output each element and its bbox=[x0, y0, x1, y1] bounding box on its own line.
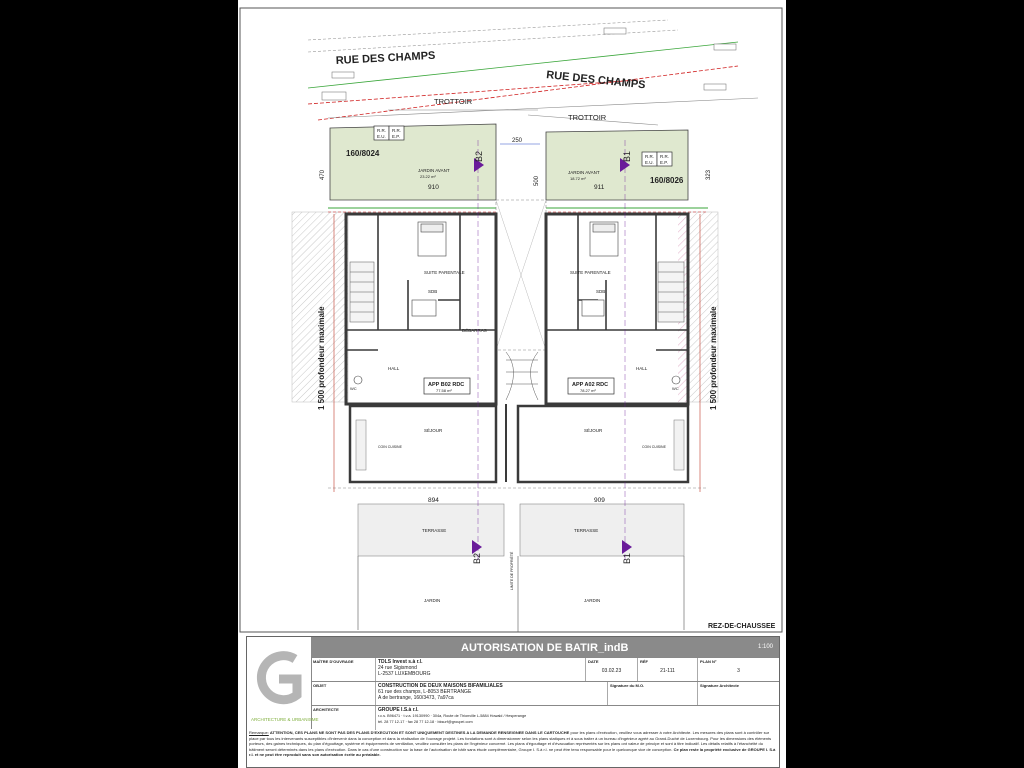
rear-garden-right: JARDIN bbox=[584, 598, 601, 603]
kitchen-right bbox=[674, 420, 684, 470]
front-garden-left-area: 23.22 m² bbox=[420, 174, 436, 179]
room-debarras: DÉBARRAS bbox=[462, 328, 487, 333]
wc-right bbox=[672, 376, 680, 384]
living-room-left bbox=[350, 406, 496, 482]
maitre-addr1: 24 rue Sigismond bbox=[378, 665, 417, 671]
bath-fixture-left bbox=[412, 300, 436, 316]
room-suite-right: SUITE PARENTALE bbox=[570, 270, 611, 275]
objet-label-cell bbox=[311, 682, 375, 706]
logo-caption: ARCHITECTURE & URBANISME bbox=[251, 717, 319, 722]
architecte-line-2: r.c.s. B96471 · t.v.a. 19130990 · 304a, Route de Thionville L-5884 Howald / Hesperange bbox=[378, 714, 527, 718]
rr-label-2b: E.P. bbox=[392, 134, 400, 139]
row-maitre bbox=[311, 657, 779, 682]
sidewalk-right: TROTTOIR bbox=[568, 113, 607, 122]
street-name-right: RUE DES CHAMPS bbox=[545, 69, 647, 92]
depth-label-left: 1 500 profondeur maximale bbox=[317, 306, 326, 410]
room-suite-left: SUITE PARENTALE bbox=[424, 270, 465, 275]
section-label-b2-top: B2 bbox=[474, 150, 484, 162]
front-garden-left bbox=[330, 124, 496, 200]
central-stairs bbox=[506, 352, 538, 400]
street-lines bbox=[308, 20, 758, 125]
street-name-left: RUE DES CHAMPS bbox=[335, 49, 436, 67]
dim-894: 894 bbox=[428, 497, 439, 504]
terrace-right-label: TERRASSE bbox=[574, 528, 599, 533]
remarks-4: Ce plan reste la propriété exclusive de GROUPE I. S.à r.l. et ne peut être reproduit sans son autorisation écrite au préalable. bbox=[249, 746, 776, 757]
remarks-1: pour les plans d'exécution, veuillez vous adresser à votre Architecte. bbox=[570, 730, 692, 735]
rear-garden-left: JARDIN bbox=[424, 598, 441, 603]
title-banner bbox=[311, 637, 779, 657]
objet-line-3: A de bertrange, 160/3473, 7a97ca bbox=[378, 695, 454, 701]
room-hall-left: HALL bbox=[388, 366, 400, 371]
objet-label: OBJET bbox=[313, 683, 327, 688]
bed-left bbox=[418, 222, 446, 256]
rr-label-4b: E.P. bbox=[660, 160, 668, 165]
parcel-left: 160/8024 bbox=[346, 149, 380, 158]
remarks-2: Les mesures des plans sont à contrôler sur place par tous les intervenants susceptibles d'intervenir dans la conception et dans la réalisation de l'ouvrage projeté. Les fondations sont à dimensionner selon les plans statiques et à sous traiter à un bureau d'ingénieur agréé au Grand-Duché de Luxembourg. bbox=[249, 730, 770, 741]
plan-no-cell bbox=[697, 658, 779, 682]
maitre-label: MAÎTRE D'OUVRAGE bbox=[313, 659, 354, 664]
room-sejour-right: SÉJOUR bbox=[584, 428, 603, 433]
dim-250: 250 bbox=[512, 138, 523, 144]
architecte-line-3: tél. 28 77 12-17 · fax 28 77 12-18 · bksurf@groupei.com bbox=[378, 720, 473, 724]
date-cell bbox=[585, 658, 637, 682]
rr-label-1: R.R. bbox=[377, 128, 386, 133]
terrace-left-label: TERRASSE bbox=[422, 528, 447, 533]
ref-value: 21-111 bbox=[660, 668, 675, 674]
rr-label-4: R.R. bbox=[660, 154, 669, 159]
bed-right bbox=[590, 222, 618, 256]
dim-911: 911 bbox=[594, 184, 605, 191]
plan-no-value: 3 bbox=[737, 668, 740, 674]
dim-909: 909 bbox=[594, 497, 605, 504]
row-objet bbox=[311, 681, 779, 706]
dim-500: 500 bbox=[534, 175, 540, 186]
section-label-b2-bottom: B2 bbox=[472, 552, 482, 564]
drawing-sheet bbox=[238, 0, 786, 768]
apt-name-left: APP B02 RDC bbox=[428, 382, 465, 388]
ref-label: RÉF bbox=[640, 659, 648, 664]
architecte-name: GROUPE I.S.à r.l. bbox=[378, 707, 419, 713]
front-garden-right-area: 18.72 m² bbox=[570, 176, 586, 181]
depth-label-right: 1 500 profondeur maximale bbox=[709, 306, 718, 410]
signature-arch-cell bbox=[697, 682, 779, 706]
rr-label-3: R.R. bbox=[645, 154, 654, 159]
section-label-b1-bottom: B1 bbox=[622, 552, 632, 564]
signature-mo-cell bbox=[607, 682, 697, 706]
apt-area-right: 78.27 m² bbox=[580, 388, 596, 393]
room-kitchen-right: COIN CUISINE bbox=[642, 445, 666, 449]
dim-910: 910 bbox=[428, 184, 439, 191]
parcel-right: 160/8026 bbox=[650, 176, 684, 185]
room-sejour-left: SÉJOUR bbox=[424, 428, 443, 433]
floor-name: REZ-DE-CHAUSSEE bbox=[708, 623, 776, 630]
rr-label-2: R.R. bbox=[392, 128, 401, 133]
drawing-scale: 1:100 bbox=[757, 644, 773, 650]
plan-no-label: PLAN N° bbox=[700, 659, 717, 664]
room-sdb-left: SDB bbox=[428, 289, 438, 294]
front-garden-left-label: JARDIN AVANT bbox=[418, 168, 450, 173]
date-label: DATE bbox=[588, 659, 599, 664]
remarks-warning: ATTENTION, CES PLANS NE SONT PAS DES PLANS D'EXECUTION ET SONT UNIQUEMENT DESTINES A LA DEMANDE RENSEIGNEE DANS LE CARTOUCHE bbox=[269, 730, 570, 735]
remarks-3: Pour les dimensions des éléments porteurs, des gaines techniques, du plan d'égouttage, système et équipements de ventilation, veuillez consulter les plans de l'ingénieur concerné. Les plans d'égouttage et d'évacuation représentés sur les plans ont valeur de principe et sont à titre indicatif. Les détails relatifs à l'étanchéité du bâtiment seront déterminés dans les plans d'exécution. Dans le cas d'une construction sur la base de l'autorisation de bâtir sans étude complémentaire, Groupe I. S.à r.l. ne peut être tenu responsable pour le quelconque vice de conception. bbox=[249, 735, 772, 752]
signature-mo-label: Signature du M.O. bbox=[610, 683, 645, 688]
wc-left bbox=[354, 376, 362, 384]
floor-plan bbox=[238, 0, 786, 636]
room-wc-right: WC bbox=[672, 386, 679, 391]
architecte-label: ARCHITECTE bbox=[313, 707, 339, 712]
remarks-block bbox=[249, 730, 777, 766]
logo-g-icon bbox=[247, 637, 319, 729]
dim-470: 470 bbox=[320, 169, 326, 180]
room-hall-right: HALL bbox=[636, 366, 648, 371]
ref-cell bbox=[637, 658, 697, 682]
objet-value-cell bbox=[375, 682, 607, 706]
signature-arch-label: Signature Architecte bbox=[700, 683, 739, 688]
room-wc-left: WC bbox=[350, 386, 357, 391]
drawing-title: AUTORISATION DE BATIR_indB bbox=[461, 642, 629, 654]
dim-323: 323 bbox=[706, 169, 712, 180]
section-marker-b1 bbox=[620, 158, 632, 554]
terrace-right bbox=[520, 504, 684, 556]
maitre-name: TDLS Invest s.à r.l. bbox=[378, 659, 423, 665]
sidewalk-left: TROTTOIR bbox=[434, 97, 473, 106]
section-label-b1-top: B1 bbox=[622, 150, 632, 162]
bath-fixture-right bbox=[582, 300, 604, 316]
row-architecte bbox=[311, 705, 779, 730]
maitre-addr2: L-2537 LUXEMBOURG bbox=[378, 671, 431, 677]
objet-line-2: 61 rue des champs, L-8053 BERTRANGE bbox=[378, 689, 472, 695]
maitre-value-cell bbox=[375, 658, 585, 682]
room-sdb-right: SDB bbox=[596, 289, 606, 294]
date-value: 03.02.23 bbox=[601, 668, 622, 674]
title-block bbox=[246, 636, 780, 768]
objet-line-1: CONSTRUCTION DE DEUX MAISONS BIFAMILIALES bbox=[378, 683, 503, 689]
rr-label-1b: E.U. bbox=[377, 134, 386, 139]
stairs-right bbox=[658, 262, 684, 322]
architect-logo bbox=[247, 637, 319, 729]
rr-label-3b: E.U. bbox=[645, 160, 654, 165]
room-kitchen-left: COIN CUISINE bbox=[378, 445, 402, 449]
apt-name-right: APP A02 RDC bbox=[572, 382, 609, 388]
apt-area-left: 77.58 m² bbox=[436, 388, 452, 393]
remarks-label: Remarque: bbox=[249, 730, 269, 735]
architecte-label-cell bbox=[311, 706, 375, 730]
living-room-right bbox=[518, 406, 688, 482]
property-limit: LIMITE DE PROPRIÉTÉ bbox=[510, 551, 514, 590]
kitchen-left bbox=[356, 420, 366, 470]
maitre-label-cell bbox=[311, 658, 375, 682]
stairs-left bbox=[350, 262, 374, 322]
front-garden-right-label: JARDIN AVANT bbox=[568, 170, 600, 175]
architecte-value-cell bbox=[375, 706, 607, 730]
